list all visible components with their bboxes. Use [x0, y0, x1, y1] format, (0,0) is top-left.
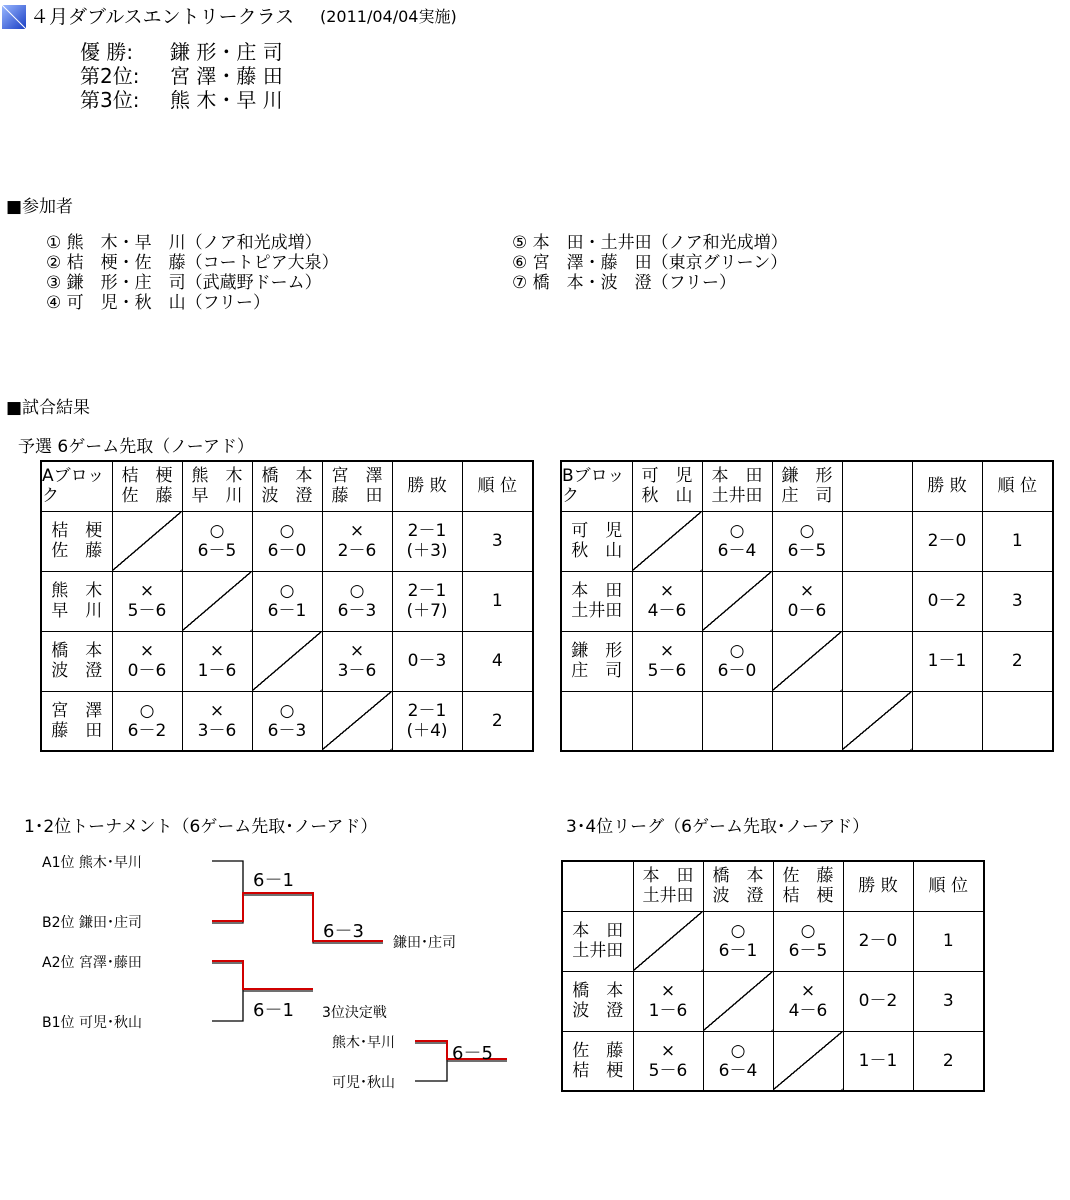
row-header [562, 911, 633, 971]
col-header: 可 児 秋 山 [632, 461, 702, 511]
table-row [562, 971, 984, 1031]
match-result-cell [773, 911, 843, 971]
row-header [562, 1031, 633, 1091]
wl-header: 勝 敗 [843, 861, 913, 911]
row-header [561, 571, 632, 631]
tournament-heading: 1･2位トーナメント（6ゲーム先取･ノーアド） [24, 817, 378, 837]
bracket-entry: A2位 宮澤･藤田 [42, 955, 142, 971]
match-result-cell [772, 691, 842, 751]
diagonal-cell [632, 511, 702, 571]
participant: ⑦ 橋 本・波 澄（フリー） [512, 273, 736, 293]
cell-line-1: × [660, 981, 676, 1001]
diagonal-cell [703, 971, 773, 1031]
cell-line-1: ○ [730, 1040, 746, 1061]
participant: ⑥ 宮 澤・藤 田（東京グリーン） [512, 253, 788, 273]
cell-line-2: 波 澄 [572, 1001, 624, 1021]
col-header: 鎌 形 庄 司 [772, 461, 842, 511]
block-b-table [560, 460, 1054, 752]
col-header: 佐 藤 桔 梗 [773, 861, 843, 911]
cell-line-2: 早 川 [51, 601, 103, 621]
corner-cell [562, 861, 633, 911]
win-loss-cell: 1－1 [843, 1031, 913, 1091]
row-header [562, 971, 633, 1031]
semi1-score: 6－1 [253, 870, 294, 891]
cell-line-1: × [349, 521, 365, 541]
col-header: 桔 梗 佐 藤 [112, 461, 182, 511]
cell-line-1: 0－2 [927, 591, 967, 611]
win-loss-cell [912, 631, 982, 691]
col-header: 本 田 土井田 [633, 861, 703, 911]
cell-line-2: 6－4 [717, 541, 757, 561]
semi2-score: 6－1 [253, 1000, 294, 1021]
rank-header: 順 位 [913, 861, 984, 911]
cell-line-2: 5－6 [648, 1060, 688, 1081]
final-score: 6－3 [323, 921, 364, 942]
cell-line-1: 2－0 [927, 531, 967, 551]
win-loss-cell [912, 511, 982, 571]
cell-line-1: 0－3 [407, 651, 447, 671]
cell-line-2: 4－6 [647, 601, 687, 621]
cell-line-1: ○ [279, 700, 295, 721]
cell-line-1: 1－1 [927, 651, 967, 671]
cell-line-2: 2－6 [337, 541, 377, 561]
table-row [561, 631, 1053, 691]
cell-line-2: 6－1 [718, 941, 758, 961]
cell-line-1: ○ [279, 521, 295, 541]
third-entry: 可児･秋山 [332, 1075, 395, 1091]
block-label: Bブロック [561, 461, 632, 511]
cell-line-2: 6－2 [127, 720, 167, 741]
rank-cell: 1 [913, 911, 984, 971]
match-result-cell [842, 571, 912, 631]
match-result-cell [702, 691, 772, 751]
prelim-heading: 予選 6ゲーム先取（ノーアド） [18, 437, 254, 457]
cell-line-1: ○ [730, 921, 746, 941]
cell-line-1: × [659, 641, 675, 661]
participant: ② 桔 梗・佐 藤（コートピア大泉） [46, 253, 339, 273]
cell-line-2: 6－3 [337, 601, 377, 621]
match-result-cell [633, 1031, 703, 1091]
cell-line-2: (＋3) [406, 541, 448, 561]
cell-line-1: 宮 澤 [51, 700, 103, 721]
wl-header: 勝 敗 [912, 461, 982, 511]
cell-line-2: 6－1 [267, 601, 307, 621]
diagonal-cell [842, 691, 912, 751]
cell-line-1: 2－1 [407, 581, 447, 601]
cell-line-1: ○ [349, 581, 365, 601]
match-result-cell [702, 631, 772, 691]
participant: ⑤ 本 田・土井田（ノア和光成増） [512, 233, 788, 253]
cell-line-2: 3－6 [337, 661, 377, 681]
col-header: 熊 木 早 川 [182, 461, 252, 511]
participant: ③ 鎌 形・庄 司（武蔵野ドーム） [46, 273, 322, 293]
win-loss-cell: 2－0 [843, 911, 913, 971]
champion: 鎌田･庄司 [393, 935, 456, 951]
third-score: 6－5 [452, 1043, 493, 1064]
cell-line-1: × [799, 581, 815, 601]
winner-1st: 優 勝: 鎌 形・庄 司 [80, 40, 283, 64]
cell-line-2: 6－5 [788, 941, 828, 961]
cell-line-2: 秋 山 [571, 541, 623, 561]
cell-line-1: 桔 梗 [51, 521, 103, 541]
league34-table [561, 860, 985, 1092]
cell-line-2: 0－6 [787, 601, 827, 621]
third-entry: 熊木･早川 [332, 1035, 395, 1051]
match-result-cell [772, 511, 842, 571]
table-row [562, 1031, 984, 1091]
rank-cell [982, 691, 1053, 751]
cell-line-2: 6－5 [787, 541, 827, 561]
cell-line-1: 佐 藤 [572, 1040, 624, 1061]
row-header [561, 511, 632, 571]
row-header [561, 631, 632, 691]
participant: ① 熊 木・早 川（ノア和光成増） [46, 233, 322, 253]
cell-line-1: × [209, 700, 225, 721]
table-row [561, 511, 1053, 571]
cell-line-2: 佐 藤 [51, 541, 103, 561]
cell-line-1: × [209, 641, 225, 661]
match-result-cell [632, 571, 702, 631]
win-loss-cell [912, 691, 982, 751]
match-result-cell [632, 631, 702, 691]
cell-line-1: ○ [139, 700, 155, 721]
diagonal-cell [633, 911, 703, 971]
participants-heading: ■参加者 [6, 197, 74, 217]
bracket-entry: B2位 鎌田･庄司 [42, 915, 142, 931]
match-result-cell [632, 691, 702, 751]
cell-line-1: × [800, 981, 816, 1001]
block-label: Aブロック [41, 461, 112, 511]
win-loss-cell [912, 571, 982, 631]
win-loss-cell: 0－2 [843, 971, 913, 1031]
cell-line-1: × [660, 1040, 676, 1061]
match-result-cell [702, 511, 772, 571]
cell-line-1: 本 田 [571, 581, 623, 601]
third-place-label: 3位決定戦 [322, 1005, 387, 1021]
rank-cell: 1 [982, 511, 1053, 571]
cell-line-1: 橋 本 [51, 641, 103, 661]
bracket-entry: B1位 可児･秋山 [42, 1015, 142, 1031]
cell-line-1: × [349, 641, 365, 661]
cell-line-1: × [139, 581, 155, 601]
rank-cell: 2 [913, 1031, 984, 1091]
cell-line-2: 1－6 [648, 1001, 688, 1021]
match-result-cell [842, 631, 912, 691]
table-row [561, 691, 1053, 751]
league34-heading: 3･4位リーグ（6ゲーム先取･ノーアド） [566, 817, 870, 837]
cell-line-2: (＋4) [406, 720, 448, 741]
cell-line-2: 6－5 [197, 541, 237, 561]
rank-cell: 4 [462, 631, 533, 691]
wl-header: 勝 敗 [392, 461, 462, 511]
cell-line-1: 2－1 [407, 521, 447, 541]
winner-2nd: 第2位: 宮 澤・藤 田 [80, 64, 283, 88]
match-result-cell [842, 511, 912, 571]
bracket-entry: A1位 熊木･早川 [42, 855, 142, 871]
rank-header: 順 位 [982, 461, 1053, 511]
rank-cell: 2 [462, 691, 533, 751]
cell-line-1: ○ [800, 921, 816, 941]
cell-line-2: 庄 司 [571, 661, 623, 681]
rank-header: 順 位 [462, 461, 533, 511]
col-header: 橋 本 波 澄 [252, 461, 322, 511]
cell-line-2: 土井田 [572, 941, 624, 961]
match-result-cell [773, 971, 843, 1031]
cell-line-2: 波 澄 [51, 661, 103, 681]
cell-line-2: 6－0 [267, 541, 307, 561]
cell-line-1: ○ [279, 581, 295, 601]
cell-line-1: 熊 木 [51, 581, 103, 601]
event-date: (2011/04/04実施) [320, 7, 457, 26]
table-header-row [561, 461, 1053, 511]
cell-line-2: 6－0 [717, 661, 757, 681]
table-row [561, 571, 1053, 631]
results-heading: ■試合結果 [6, 398, 91, 418]
rank-cell: 3 [913, 971, 984, 1031]
cell-line-2: 4－6 [788, 1001, 828, 1021]
match-result-cell [703, 1031, 773, 1091]
tournament-bracket [0, 0, 560, 1100]
col-header: 本 田 土井田 [702, 461, 772, 511]
rank-cell: 1 [462, 571, 533, 631]
diagonal-cell [702, 571, 772, 631]
cell-line-1: ○ [209, 521, 225, 541]
match-result-cell [772, 571, 842, 631]
cell-line-2: 土井田 [571, 601, 623, 621]
cell-line-1: 橋 本 [572, 981, 624, 1001]
cell-line-1: 鎌 形 [571, 641, 623, 661]
cell-line-2: 5－6 [127, 601, 167, 621]
page-title: ４月ダブルスエントリークラス [30, 6, 295, 28]
cell-line-2: (＋7) [406, 601, 448, 621]
row-header [561, 691, 632, 751]
diagonal-cell [773, 1031, 843, 1091]
diagonal-cell [772, 631, 842, 691]
cell-line-2: 5－6 [647, 661, 687, 681]
rank-cell: 3 [462, 511, 533, 571]
rank-cell: 2 [982, 631, 1053, 691]
cell-line-2: 1－6 [197, 661, 237, 681]
cell-line-1: 可 児 [571, 521, 623, 541]
cell-line-1: 本 田 [572, 921, 624, 941]
participant: ④ 可 児・秋 山（フリー） [46, 293, 270, 313]
cell-line-1: 2－1 [407, 700, 447, 721]
winner-3rd: 第3位: 熊 木・早 川 [80, 88, 283, 112]
cell-line-2: 藤 田 [51, 720, 103, 741]
cell-line-1: ○ [729, 641, 745, 661]
cell-line-2: 6－3 [267, 720, 307, 741]
cell-line-2: 6－4 [718, 1060, 758, 1081]
cell-line-2: 3－6 [197, 720, 237, 741]
col-header: 宮 澤 藤 田 [322, 461, 392, 511]
match-result-cell [703, 911, 773, 971]
rank-cell: 3 [982, 571, 1053, 631]
cell-line-1: ○ [799, 521, 815, 541]
col-header [842, 461, 912, 511]
table-header-row [562, 861, 984, 911]
match-result-cell [633, 971, 703, 1031]
cell-line-1: ○ [729, 521, 745, 541]
cell-line-1: × [659, 581, 675, 601]
cell-line-1: × [139, 641, 155, 661]
cell-line-2: 桔 梗 [572, 1060, 624, 1081]
cell-line-2: 0－6 [127, 661, 167, 681]
table-row [562, 911, 984, 971]
col-header: 橋 本 波 澄 [703, 861, 773, 911]
